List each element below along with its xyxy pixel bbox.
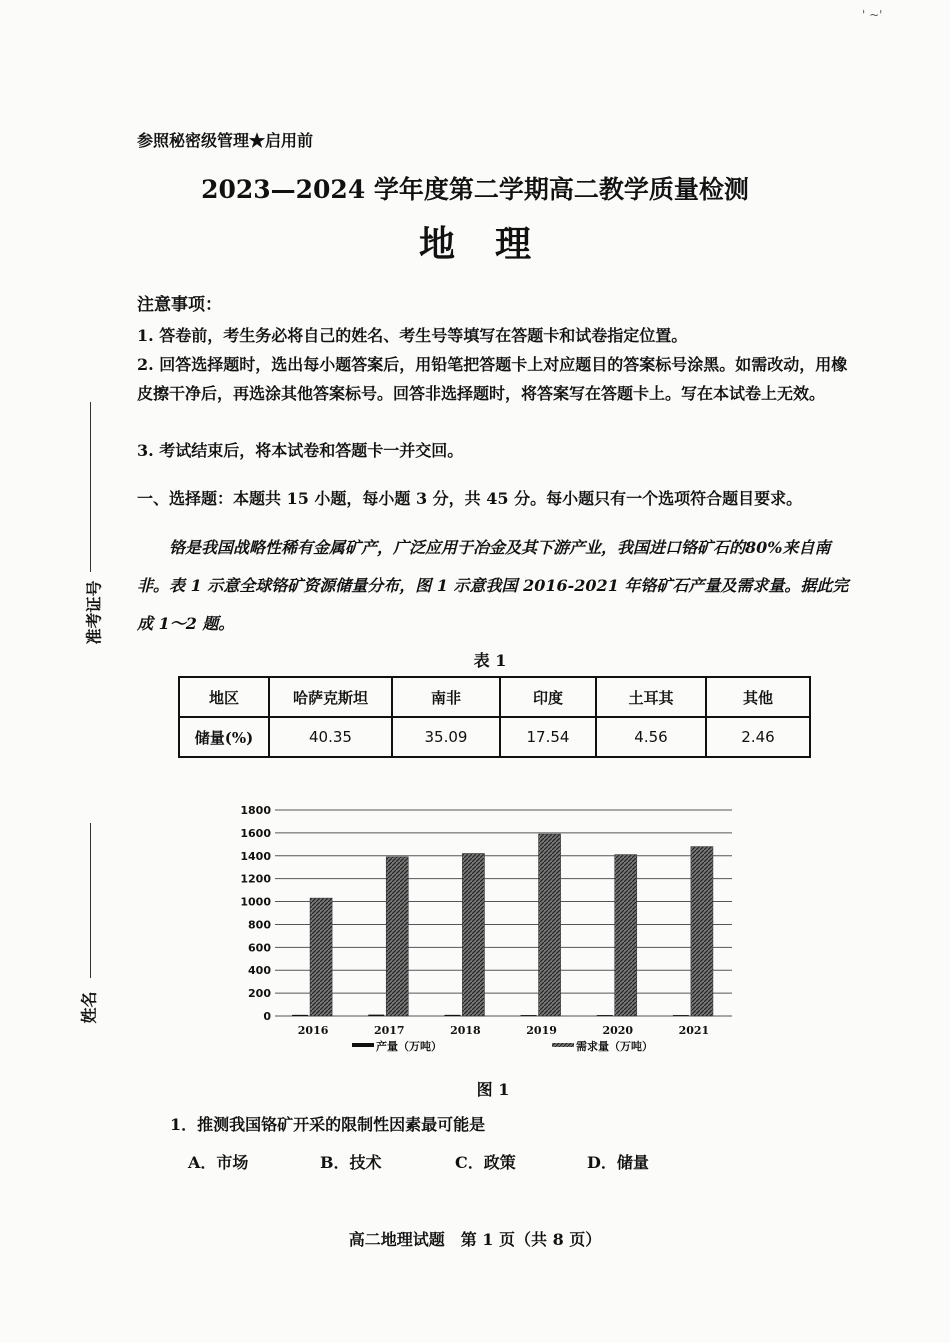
notice-item-1: 1. 答卷前，考生务必将自己的姓名、考生号等填写在答题卡和试卷指定位置。	[137, 326, 688, 345]
corner-mark: ' ~'	[862, 8, 883, 22]
table-caption: 表 1	[473, 651, 507, 670]
legend-label-demand: 需求量（万吨）	[576, 1040, 653, 1053]
section-heading: 一、选择题：本题共 15 小题，每小题 3 分，共 45 分。每小题只有一个选项符合题目要求。	[137, 489, 803, 508]
name-label: 姓名	[79, 991, 99, 1024]
figure-caption: 图 1	[476, 1080, 510, 1099]
bar-production	[368, 1015, 384, 1016]
bar-production	[597, 1015, 613, 1016]
chromite-chart	[232, 798, 742, 1068]
legend-swatch-demand	[552, 1043, 574, 1047]
x-tick-label: 2016	[297, 1024, 329, 1037]
bar-production	[292, 1015, 308, 1016]
exam-id-line	[90, 402, 91, 572]
exam-id-label: 准考证号	[84, 580, 104, 645]
table-header-cell: 其他	[706, 677, 810, 717]
table-header-cell: 印度	[500, 677, 596, 717]
table-header-cell: 南非	[392, 677, 500, 717]
bar-demand	[310, 898, 332, 1016]
y-tick-label: 200	[248, 987, 271, 1001]
x-tick-label: 2020	[602, 1024, 634, 1037]
y-tick-label: 800	[248, 918, 271, 932]
table-cell: 40.35	[269, 717, 392, 757]
table-cell: 35.09	[392, 717, 500, 757]
bar-demand	[539, 834, 561, 1016]
y-tick-label: 600	[248, 941, 271, 955]
table-cell: 4.56	[596, 717, 706, 757]
x-tick-label: 2017	[373, 1024, 405, 1037]
x-tick-label: 2018	[450, 1024, 481, 1037]
exam-title: 2023—2024 学年度第二学期高二教学质量检测	[201, 175, 749, 204]
bar-demand	[691, 847, 713, 1016]
table-header-cell: 地区	[179, 677, 269, 717]
notice-heading: 注意事项：	[137, 295, 222, 315]
table-header-row	[179, 677, 810, 717]
y-tick-label: 1200	[240, 872, 271, 886]
table-header-cell: 哈萨克斯坦	[269, 677, 392, 717]
y-tick-label: 1400	[240, 849, 271, 863]
table-cell: 17.54	[500, 717, 596, 757]
notice-item-2: 2. 回答选择题时，选出每小题答案后，用铅笔把答题卡上对应题目的答案标号涂黑。如需改动，用橡皮擦干净后，再选涂其他答案标号。回答非选择题时，将答案写在答题卡上。写在本试卷上无效。	[137, 355, 848, 403]
table-row	[179, 717, 810, 757]
subject-title: 地理	[418, 223, 571, 265]
option-a: A．市场	[188, 1153, 249, 1172]
secrecy-note: 参照秘密级管理★启用前	[137, 131, 314, 150]
name-line	[90, 823, 91, 978]
y-tick-label: 400	[248, 964, 271, 978]
legend-label-production: 产量（万吨）	[376, 1040, 442, 1053]
option-d: D．储量	[587, 1153, 649, 1172]
option-c: C．政策	[455, 1153, 516, 1172]
y-tick-label: 0	[263, 1010, 271, 1023]
option-b: B．技术	[320, 1153, 382, 1172]
y-tick-label: 1600	[240, 826, 271, 840]
legend-swatch-production	[352, 1043, 374, 1047]
question-passage: 铬是我国战略性稀有金属矿产，广泛应用于冶金及其下游产业，我国进口铬矿石的80%来自南非。表 1 示意全球铬矿资源储量分布，图 1 示意我国 2016-2021 年铬矿石产量及需求量。据此完成 1～2 题。	[137, 538, 849, 633]
y-tick-label: 1800	[240, 804, 271, 817]
bar-production	[521, 1015, 537, 1016]
x-tick-label: 2019	[526, 1024, 557, 1037]
bar-demand	[462, 853, 484, 1016]
page-footer: 高二地理试题 第 1 页（共 8 页）	[348, 1230, 602, 1249]
bar-production	[673, 1015, 689, 1016]
reserve-table	[178, 676, 811, 758]
table-header-cell: 土耳其	[596, 677, 706, 717]
notice-item-3: 3. 考试结束后，将本试卷和答题卡一并交回。	[137, 441, 464, 460]
table-cell: 储量(%)	[179, 717, 269, 757]
bar-production	[444, 1015, 460, 1016]
bar-demand	[615, 855, 637, 1016]
y-tick-label: 1000	[240, 895, 271, 909]
question-1-stem: 1．推测我国铬矿开采的限制性因素最可能是	[170, 1115, 486, 1134]
table-cell: 2.46	[706, 717, 810, 757]
x-tick-label: 2021	[678, 1024, 710, 1037]
bar-demand	[386, 857, 408, 1016]
